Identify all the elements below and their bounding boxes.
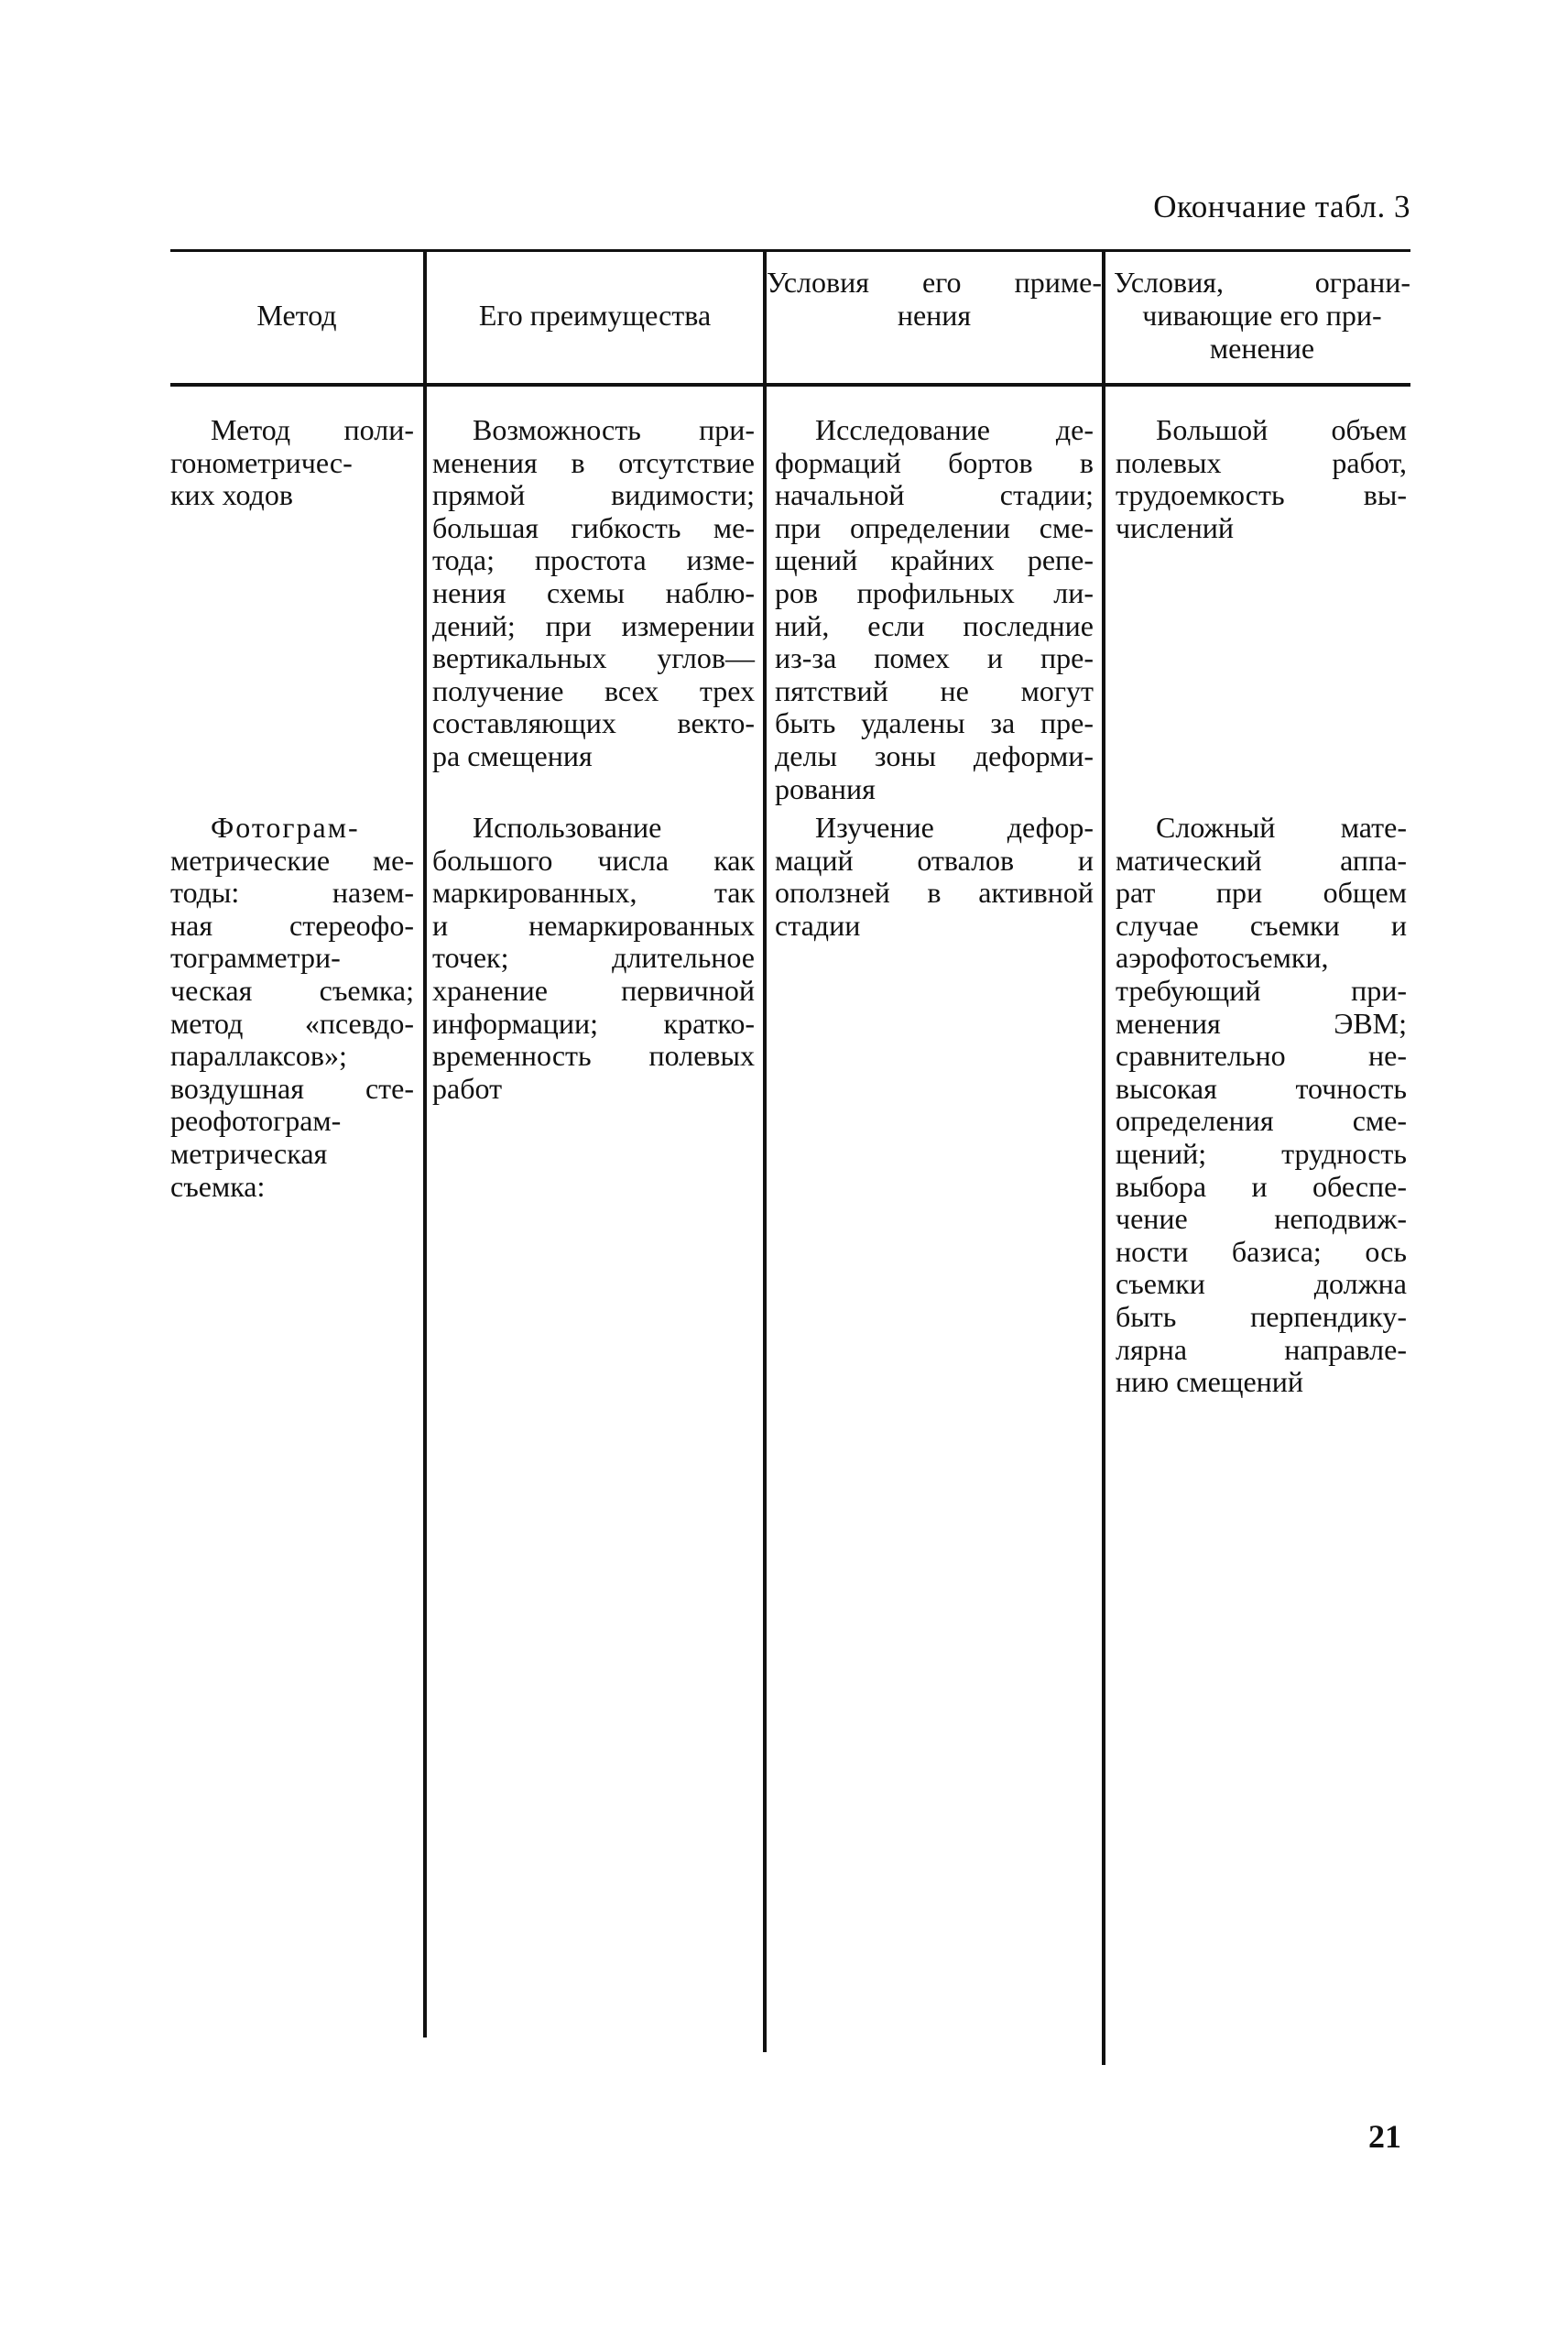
header-conditions: Условия его приме- нения: [767, 266, 1102, 332]
cell-line: нию смещений: [1116, 1365, 1304, 1399]
cell-line: съемки должна: [1116, 1267, 1407, 1301]
cell-line: большая гибкость ме-: [432, 510, 755, 544]
page-number: 21: [1368, 2118, 1401, 2155]
cell-line: метрическая: [170, 1136, 328, 1170]
cell-line: ности базиса; ось: [1116, 1234, 1407, 1268]
cell-line: требующий при-: [1116, 973, 1407, 1007]
cell-line: стадии: [775, 908, 861, 942]
cell-line: параллаксов»;: [170, 1039, 347, 1073]
cell-line: случае съемки и: [1116, 908, 1407, 942]
column-divider-3: [1102, 251, 1105, 2065]
cell-line: съемка:: [170, 1169, 266, 1203]
cell-line: ческая съемка;: [170, 973, 414, 1007]
cell-line: вертикальных углов—: [432, 641, 755, 675]
cell-line: лярна направле-: [1116, 1332, 1407, 1366]
row1-advantages: [432, 414, 755, 773]
cell-line: делы зоны деформи-: [775, 738, 1094, 772]
cell-line: Использование: [473, 811, 662, 844]
cell-line: работ: [432, 1071, 503, 1105]
cell-line: ров профильных ли-: [775, 575, 1094, 609]
table-header-rule: [170, 383, 1410, 387]
row2-method: [170, 812, 414, 1203]
cell-line: менения в отсутствие: [432, 445, 755, 479]
cell-line: прямой видимости;: [432, 478, 755, 512]
cell-line: тограмметри-: [170, 941, 341, 975]
cell-line: полевых работ,: [1116, 445, 1407, 479]
cell-line: Фотограм-: [211, 811, 360, 844]
cell-line: и немаркированных: [432, 908, 755, 942]
cell-line: матический аппа-: [1116, 843, 1407, 877]
cell-line: ная стереофо-: [170, 908, 414, 942]
cell-line: точек; длительное: [432, 941, 755, 975]
cell-line: быть удалены за пре-: [775, 706, 1094, 740]
table-caption: Окончание табл. 3: [1153, 189, 1410, 224]
cell-line: дений; при измерении: [432, 608, 755, 642]
cell-line: аэрофотосъемки,: [1116, 941, 1329, 975]
cell-line: составляющих векто-: [432, 706, 755, 740]
cell-line: щений; трудность: [1116, 1136, 1407, 1170]
cell-line: временность полевых: [432, 1039, 755, 1073]
header-advantages: Его преимущества: [478, 299, 712, 332]
cell-line: чение неподвиж-: [1116, 1202, 1407, 1236]
row2-limits: [1116, 812, 1407, 1399]
cell-line: тода; простота изме-: [432, 543, 755, 577]
cell-line: Метод поли-: [211, 413, 414, 446]
cell-line: получение всех трех: [432, 673, 755, 707]
cell-line: высокая точность: [1116, 1071, 1407, 1105]
cell-line: ра смещения: [432, 738, 593, 772]
cell-line: определения сме-: [1116, 1104, 1407, 1138]
cell-line: тоды: назем-: [170, 876, 414, 910]
row2-conditions: [775, 812, 1094, 942]
cell-line: рования: [775, 771, 876, 805]
row1-conditions: [775, 414, 1094, 805]
cell-line: хранение первичной: [432, 973, 755, 1007]
cell-line: оползней в активной: [775, 876, 1094, 910]
cell-line: большого числа как: [432, 843, 755, 877]
cell-line: начальной стадии;: [775, 478, 1094, 512]
column-divider-1: [423, 251, 427, 2037]
cell-line: нения схемы наблю-: [432, 575, 755, 609]
cell-line: числений: [1116, 510, 1234, 544]
cell-line: Большой объем: [1156, 413, 1407, 446]
cell-line: гонометричес-: [170, 445, 353, 479]
cell-line: метод «псевдо-: [170, 1006, 414, 1040]
cell-line: воздушная сте-: [170, 1071, 414, 1105]
row1-limits: [1116, 414, 1407, 544]
cell-line: информации; кратко-: [432, 1006, 755, 1040]
cell-line: быть перпендику-: [1116, 1299, 1407, 1333]
cell-line: трудоемкость вы-: [1116, 478, 1407, 512]
row2-advantages: [432, 812, 755, 1105]
cell-line: метрические ме-: [170, 843, 414, 877]
cell-line: маркированных, так: [432, 876, 755, 910]
table-top-rule: [170, 249, 1410, 252]
cell-line: ких ходов: [170, 478, 293, 512]
cell-line: рат при общем: [1116, 876, 1407, 910]
cell-line: маций отвалов и: [775, 843, 1094, 877]
cell-line: формаций бортов в: [775, 445, 1094, 479]
row1-method: [170, 414, 414, 512]
cell-line: сравнительно не-: [1116, 1039, 1407, 1073]
cell-line: щений крайних репе-: [775, 543, 1094, 577]
cell-line: выбора и обеспе-: [1116, 1169, 1407, 1203]
cell-line: при определении сме-: [775, 510, 1094, 544]
cell-line: Сложный мате-: [1156, 811, 1407, 844]
cell-line: реофотограм-: [170, 1104, 342, 1138]
cell-line: из-за помех и пре-: [775, 641, 1094, 675]
cell-line: менения ЭВМ;: [1116, 1006, 1407, 1040]
cell-line: Исследование де-: [815, 413, 1094, 446]
cell-line: Изучение дефор-: [815, 811, 1094, 844]
column-divider-2: [763, 251, 767, 2052]
header-method: Метод: [256, 299, 337, 332]
cell-line: Возможность при-: [473, 413, 755, 446]
header-limits: Условия, ограни- чивающие его при- менение: [1114, 266, 1410, 365]
cell-line: пятствий не могут: [775, 673, 1094, 707]
cell-line: ний, если последние: [775, 608, 1094, 642]
